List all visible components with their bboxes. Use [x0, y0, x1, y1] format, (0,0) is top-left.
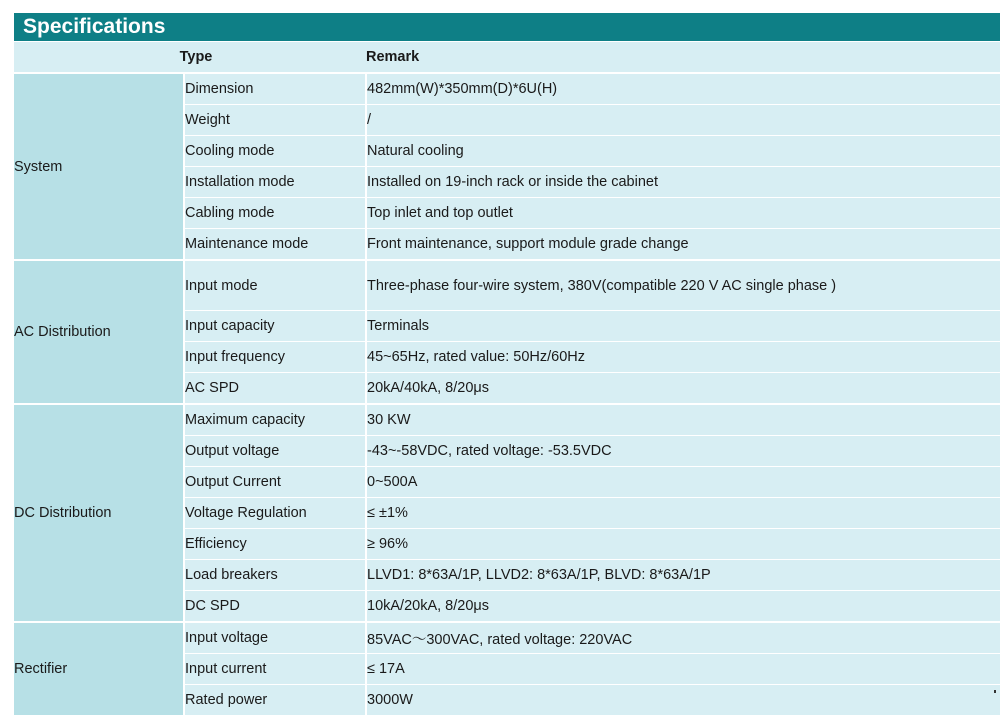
- spec-item: Input frequency: [184, 342, 366, 373]
- category-system: System: [14, 73, 184, 260]
- spec-value: ≤ 17A: [366, 654, 1000, 685]
- spec-item: Maintenance mode: [184, 229, 366, 261]
- spec-value: Installed on 19-inch rack or inside the cabinet: [366, 167, 1000, 198]
- page-title: Specifications: [23, 15, 166, 38]
- spec-item: Cooling mode: [184, 136, 366, 167]
- spec-value: LLVD1: 8*63A/1P, LLVD2: 8*63A/1P, BLVD: 8*63A/1P: [366, 560, 1000, 591]
- spec-value: 3000W: [366, 685, 1000, 716]
- spec-value: Natural cooling: [366, 136, 1000, 167]
- spec-value: 10kA/20kA, 8/20μs: [366, 591, 1000, 623]
- table-header-row: [14, 42, 1000, 73]
- spec-item: Input voltage: [184, 622, 366, 654]
- category-rectifier: Rectifier: [14, 622, 184, 716]
- spec-item: Weight: [184, 105, 366, 136]
- spec-item: Rated power: [184, 685, 366, 716]
- type-column-header: Type: [14, 42, 366, 73]
- spec-item: DC SPD: [184, 591, 366, 623]
- spec-value: 20kA/40kA, 8/20μs: [366, 373, 1000, 405]
- spec-value: Three-phase four-wire system, 380V(compatible 220 V AC single phase ): [366, 260, 1000, 311]
- spec-item: Output voltage: [184, 436, 366, 467]
- spec-item: Voltage Regulation: [184, 498, 366, 529]
- spec-value: /: [366, 105, 1000, 136]
- spec-value: Top inlet and top outlet: [366, 198, 1000, 229]
- spec-value: 30 KW: [366, 404, 1000, 436]
- spec-item: Efficiency: [184, 529, 366, 560]
- spec-item: Output Current: [184, 467, 366, 498]
- spec-item: Input current: [184, 654, 366, 685]
- spec-value: 45~65Hz, rated value: 50Hz/60Hz: [366, 342, 1000, 373]
- remark-column-header: Remark: [366, 42, 1000, 73]
- spec-item: Dimension: [184, 73, 366, 105]
- spec-value: 482mm(W)*350mm(D)*6U(H): [366, 73, 1000, 105]
- spec-value: 0~500A: [366, 467, 1000, 498]
- page-edge-mark: [994, 690, 996, 693]
- spec-value: -43~-58VDC, rated voltage: -53.5VDC: [366, 436, 1000, 467]
- category-dc-distribution: DC Distribution: [14, 404, 184, 622]
- section-title-bar: [14, 13, 1000, 41]
- category-ac-distribution: AC Distribution: [14, 260, 184, 404]
- spec-value: Front maintenance, support module grade change: [366, 229, 1000, 261]
- spec-item: Input capacity: [184, 311, 366, 342]
- spec-item: Maximum capacity: [184, 404, 366, 436]
- spec-value: ≤ ±1%: [366, 498, 1000, 529]
- spec-value: Terminals: [366, 311, 1000, 342]
- spec-value: 85VAC～300VAC, rated voltage: 220VAC: [366, 622, 1000, 654]
- spec-item: AC SPD: [184, 373, 366, 405]
- spec-item: Input mode: [184, 260, 366, 311]
- specifications-table: [14, 42, 1000, 717]
- spec-value: ≥ 96%: [366, 529, 1000, 560]
- spec-item: Load breakers: [184, 560, 366, 591]
- spec-item: Installation mode: [184, 167, 366, 198]
- spec-item: Cabling mode: [184, 198, 366, 229]
